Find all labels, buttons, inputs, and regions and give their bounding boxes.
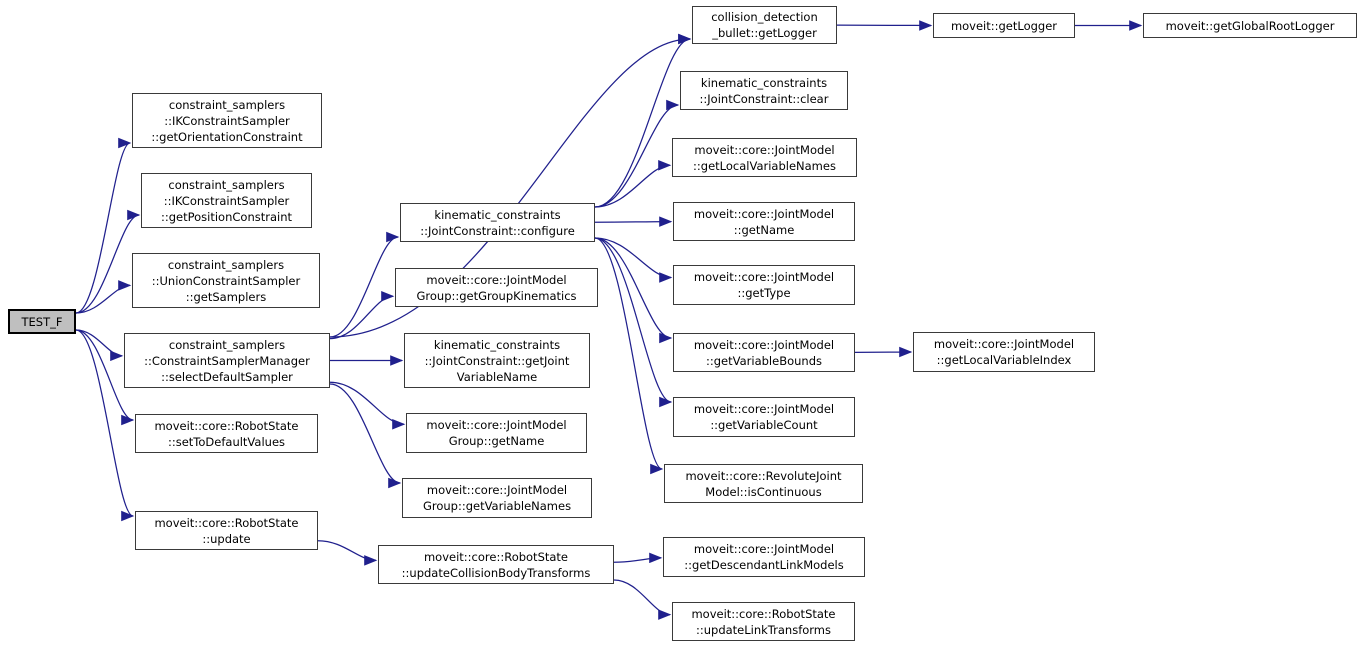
graph-node-joint-constraint-configure[interactable] [400, 203, 595, 242]
node-label-line: Model::isContinuous [705, 484, 822, 499]
node-label-line: moveit::core::JointModel [693, 402, 835, 416]
node-label-line: ::getName [733, 222, 795, 237]
node-label-line: ::update [202, 531, 251, 546]
node-label-line: moveit::core::JointModel [426, 272, 567, 287]
node-label-line: ::updateCollisionBodyTransforms [401, 565, 591, 580]
node-label-line: kinematic_constraints [434, 207, 561, 222]
node-label-line: moveit::core::RobotState [691, 606, 836, 621]
node-label-line: moveit::core::JointModel [693, 270, 835, 284]
node-label-line: Group::getName [448, 434, 545, 448]
node-label-line: ::getVariableCount [710, 418, 818, 432]
node-label-line: moveit::core::RobotState [154, 418, 299, 433]
node-label-line: moveit::getGlobalRootLogger [1165, 18, 1335, 33]
node-label-line: ::getLocalVariableNames [693, 158, 836, 173]
node-label-line: moveit::core::JointModel [933, 337, 1075, 351]
graph-node-jm-get-local-variable-names[interactable] [672, 138, 857, 177]
node-label-line: ::getOrientationConstraint [151, 129, 303, 144]
node-label-line: ::JointConstraint::getJoint [424, 353, 570, 368]
node-label-line: ::selectDefaultSampler [161, 369, 293, 384]
node-label-line: kinematic_constraints [700, 75, 828, 90]
node-label-line: ::getVariableBounds [706, 353, 822, 368]
node-label-line: TEST_F [21, 314, 63, 329]
graph-node-jm-get-name[interactable] [673, 202, 855, 241]
node-label-line: ::JointConstraint::configure [420, 223, 575, 238]
graph-node-cdb-get-logger[interactable] [692, 6, 837, 44]
node-label-line: constraint_samplers [168, 337, 286, 352]
graph-node-ik-get-orientation-constraint[interactable] [132, 93, 322, 148]
graph-node-update-collision-body-transforms[interactable] [378, 545, 614, 584]
graph-node-jm-get-descendant-link-models[interactable] [663, 537, 865, 577]
node-label-line: ::IKConstraintSampler [163, 193, 290, 208]
node-label-line: moveit::core::JointModel [694, 142, 835, 157]
node-label-line: ::getSamplers [185, 289, 267, 304]
node-label-line: moveit::core::JointModel [693, 542, 835, 556]
graph-node-jm-get-local-variable-index[interactable] [913, 332, 1095, 372]
node-label-line: collision_detection [711, 10, 818, 24]
node-label-line: moveit::core::JointModel [426, 418, 567, 432]
node-label-line: constraint_samplers [168, 97, 286, 112]
node-label-line: ::setToDefaultValues [167, 434, 286, 449]
node-label-line: ::getDescendantLinkModels [684, 558, 844, 572]
node-label-line: VariableName [456, 369, 538, 384]
node-label-line: moveit::core::JointModel [426, 483, 568, 497]
graph-node-jm-get-variable-count[interactable] [673, 397, 855, 437]
node-label-line: ::UnionConstraintSampler [151, 273, 301, 288]
graph-node-select-default-sampler[interactable] [124, 333, 330, 388]
graph-node-test-f[interactable] [8, 309, 76, 334]
node-label-line: moveit::core::JointModel [693, 337, 835, 352]
graph-node-set-to-default-values[interactable] [135, 414, 318, 453]
node-label-line: _bullet::getLogger [712, 26, 817, 40]
node-label-line: moveit::core::RevoluteJoint [685, 468, 842, 483]
node-label-line: moveit::getLogger [950, 18, 1058, 33]
node-label-line: constraint_samplers [168, 177, 285, 192]
node-label-line: ::JointConstraint::clear [699, 91, 829, 106]
node-label-line: kinematic_constraints [433, 337, 561, 352]
node-label-line: moveit::core::RobotState [423, 549, 569, 564]
graph-node-moveit-get-global-root-logger[interactable] [1143, 13, 1357, 38]
graph-node-jmg-get-name[interactable] [406, 413, 587, 453]
node-label-line: moveit::core::JointModel [693, 206, 835, 221]
node-label-line: ::ConstraintSamplerManager [144, 353, 310, 368]
graph-node-rs-update-link-transforms[interactable] [672, 602, 855, 641]
graph-node-jmg-get-group-kinematics[interactable] [395, 268, 598, 307]
graph-node-moveit-get-logger[interactable] [933, 13, 1075, 38]
graph-node-ik-get-position-constraint[interactable] [141, 173, 312, 228]
node-label-line: ::getPositionConstraint [160, 209, 293, 224]
graph-node-jmg-get-variable-names[interactable] [402, 478, 592, 518]
node-label-line: ::getLocalVariableIndex [936, 353, 1072, 367]
node-label-line: constraint_samplers [167, 257, 285, 272]
node-label-line: Group::getVariableNames [422, 499, 572, 513]
graph-node-jm-get-type[interactable] [673, 265, 855, 305]
node-label-line: moveit::core::RobotState [154, 515, 299, 530]
graph-node-joint-constraint-clear[interactable] [680, 71, 848, 110]
graph-node-robot-state-update[interactable] [135, 511, 318, 550]
node-label-line: ::getType [737, 286, 791, 300]
node-label-line: ::updateLinkTransforms [695, 622, 831, 637]
graph-node-jc-get-joint-variable-name[interactable] [404, 333, 590, 388]
graph-node-jm-get-variable-bounds[interactable] [673, 333, 855, 372]
graph-node-revolute-is-continuous[interactable] [664, 464, 863, 503]
graph-node-union-get-samplers[interactable] [132, 253, 320, 308]
node-label-line: ::IKConstraintSampler [164, 113, 290, 128]
node-label-line: Group::getGroupKinematics [416, 288, 577, 303]
